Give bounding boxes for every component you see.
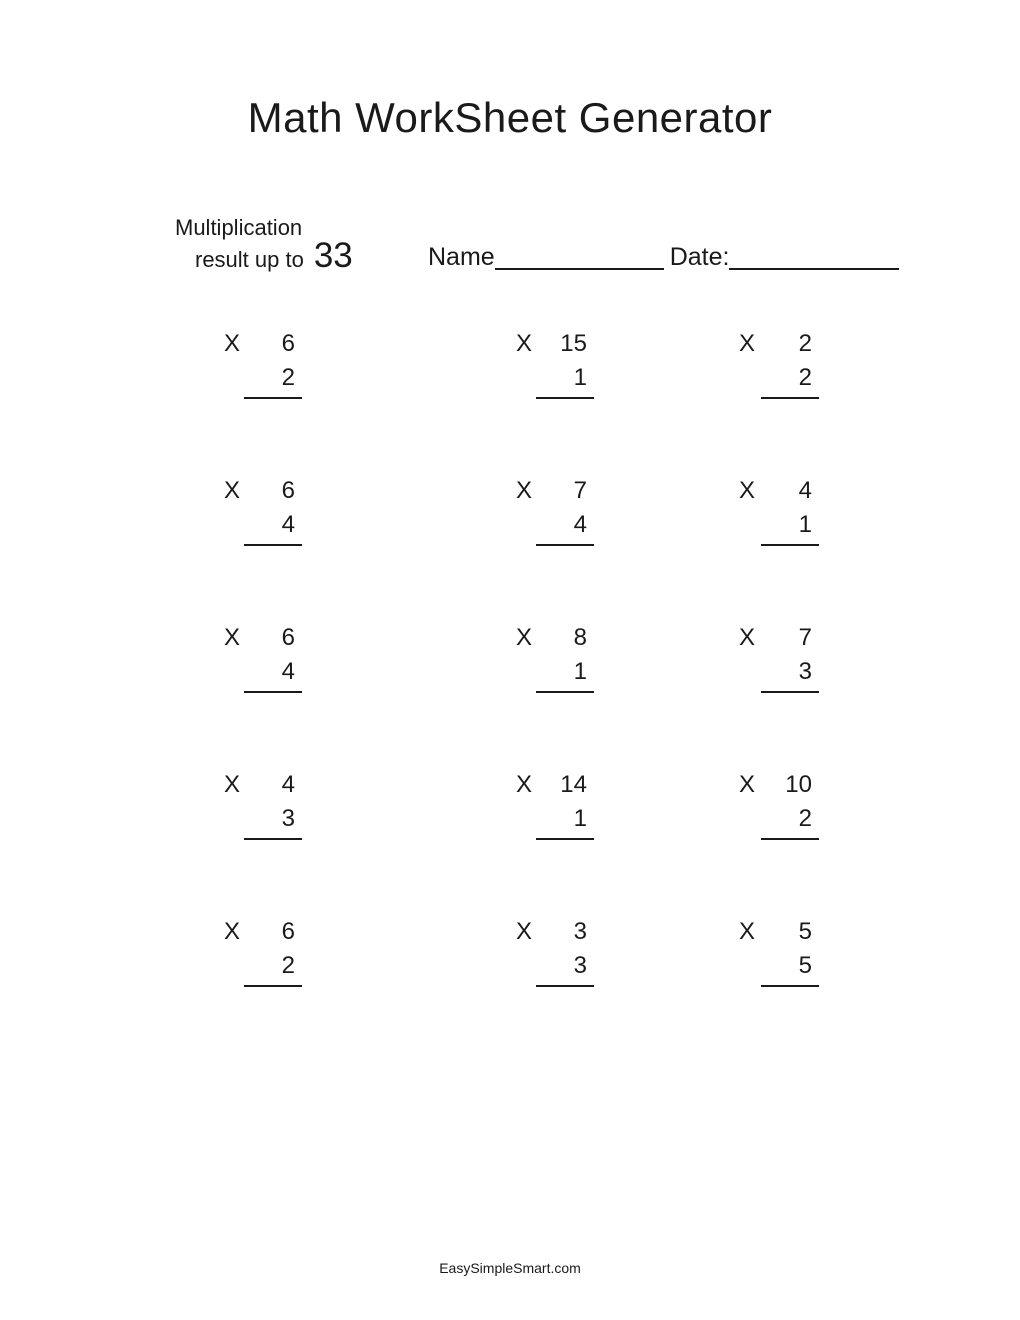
operand-top: 8 — [573, 624, 587, 651]
answer-line — [536, 838, 594, 840]
operand-top: 6 — [281, 330, 295, 357]
answer-line — [536, 397, 594, 399]
operand-top: 4 — [798, 477, 812, 504]
operand-bottom: 1 — [573, 805, 587, 832]
answer-line — [244, 544, 302, 546]
answer-line — [536, 985, 594, 987]
answer-line — [244, 838, 302, 840]
operand-top: 5 — [798, 918, 812, 945]
answer-line — [536, 544, 594, 546]
multiplication-operator: X — [516, 624, 533, 651]
answer-line — [244, 985, 302, 987]
multiplication-operator: X — [739, 477, 756, 504]
operand-top: 3 — [573, 918, 587, 945]
operand-top: 15 — [560, 330, 587, 357]
operand-bottom: 1 — [573, 658, 587, 685]
operand-bottom: 3 — [573, 952, 587, 979]
multiplication-operator: X — [739, 624, 756, 651]
problem-cell — [516, 474, 594, 546]
date-label: Date: — [669, 243, 730, 271]
answer-line — [761, 838, 819, 840]
operand-bottom: 2 — [281, 952, 295, 979]
problem-line-top — [739, 768, 819, 802]
problem-line-top — [739, 621, 819, 655]
problem-cell — [224, 327, 302, 399]
name-label: Name — [428, 243, 495, 271]
problem-cell — [516, 327, 594, 399]
problem-line-top — [516, 474, 594, 508]
operand-bottom: 4 — [281, 658, 295, 685]
operand-bottom: 1 — [573, 364, 587, 391]
operand-top: 7 — [573, 477, 587, 504]
problem-line-top — [224, 327, 302, 361]
operand-bottom: 3 — [281, 805, 295, 832]
problem-line-top — [739, 327, 819, 361]
subject-line2-text: result up to — [195, 247, 304, 272]
multiplication-operator: X — [224, 624, 241, 651]
problem-cell — [739, 327, 819, 399]
problem-line-top — [516, 768, 594, 802]
operand-bottom: 4 — [281, 511, 295, 538]
operand-top: 7 — [798, 624, 812, 651]
multiplication-operator: X — [739, 918, 756, 945]
multiplication-operator: X — [224, 918, 241, 945]
multiplication-operator: X — [516, 477, 533, 504]
problem-cell — [224, 621, 302, 693]
problem-cell — [224, 768, 302, 840]
problem-line-top — [516, 327, 594, 361]
result-limit-value: 33 — [313, 236, 353, 275]
problem-cell — [739, 621, 819, 693]
operand-top: 6 — [281, 624, 295, 651]
operand-top: 6 — [281, 477, 295, 504]
multiplication-operator: X — [224, 771, 241, 798]
subject-line1: Multiplication — [175, 215, 303, 240]
problem-cell — [739, 915, 819, 987]
operand-bottom: 2 — [798, 805, 812, 832]
multiplication-operator: X — [516, 771, 533, 798]
answer-line — [761, 691, 819, 693]
answer-line — [244, 691, 302, 693]
multiplication-operator: X — [516, 330, 533, 357]
multiplication-operator: X — [224, 330, 241, 357]
operand-bottom: 2 — [281, 364, 295, 391]
problem-cell — [224, 474, 302, 546]
problem-cell — [516, 768, 594, 840]
problem-cell — [516, 915, 594, 987]
footer-site: EasySimpleSmart.com — [439, 1260, 581, 1276]
problem-cell — [224, 915, 302, 987]
problem-line-top — [224, 768, 302, 802]
operand-bottom: 3 — [798, 658, 812, 685]
operand-top: 14 — [560, 771, 587, 798]
operand-bottom: 2 — [798, 364, 812, 391]
multiplication-operator: X — [224, 477, 241, 504]
operand-bottom: 1 — [798, 511, 812, 538]
operand-top: 10 — [785, 771, 812, 798]
multiplication-operator: X — [739, 330, 756, 357]
operand-top: 6 — [281, 918, 295, 945]
problem-line-top — [516, 915, 594, 949]
problem-line-top — [516, 621, 594, 655]
answer-line — [536, 691, 594, 693]
operand-bottom: 5 — [798, 952, 812, 979]
answer-line — [761, 985, 819, 987]
problem-line-top — [224, 474, 302, 508]
operand-bottom: 4 — [573, 511, 587, 538]
answer-line — [761, 544, 819, 546]
operand-top: 4 — [281, 771, 295, 798]
operand-top: 2 — [798, 330, 812, 357]
problem-cell — [739, 474, 819, 546]
problem-line-top — [739, 474, 819, 508]
page-title: Math WorkSheet Generator — [247, 94, 773, 141]
multiplication-operator: X — [516, 918, 533, 945]
multiplication-operator: X — [739, 771, 756, 798]
answer-line — [761, 397, 819, 399]
answer-line — [244, 397, 302, 399]
problem-cell — [739, 768, 819, 840]
problem-line-top — [224, 621, 302, 655]
problem-line-top — [739, 915, 819, 949]
problem-cell — [516, 621, 594, 693]
problem-line-top — [224, 915, 302, 949]
